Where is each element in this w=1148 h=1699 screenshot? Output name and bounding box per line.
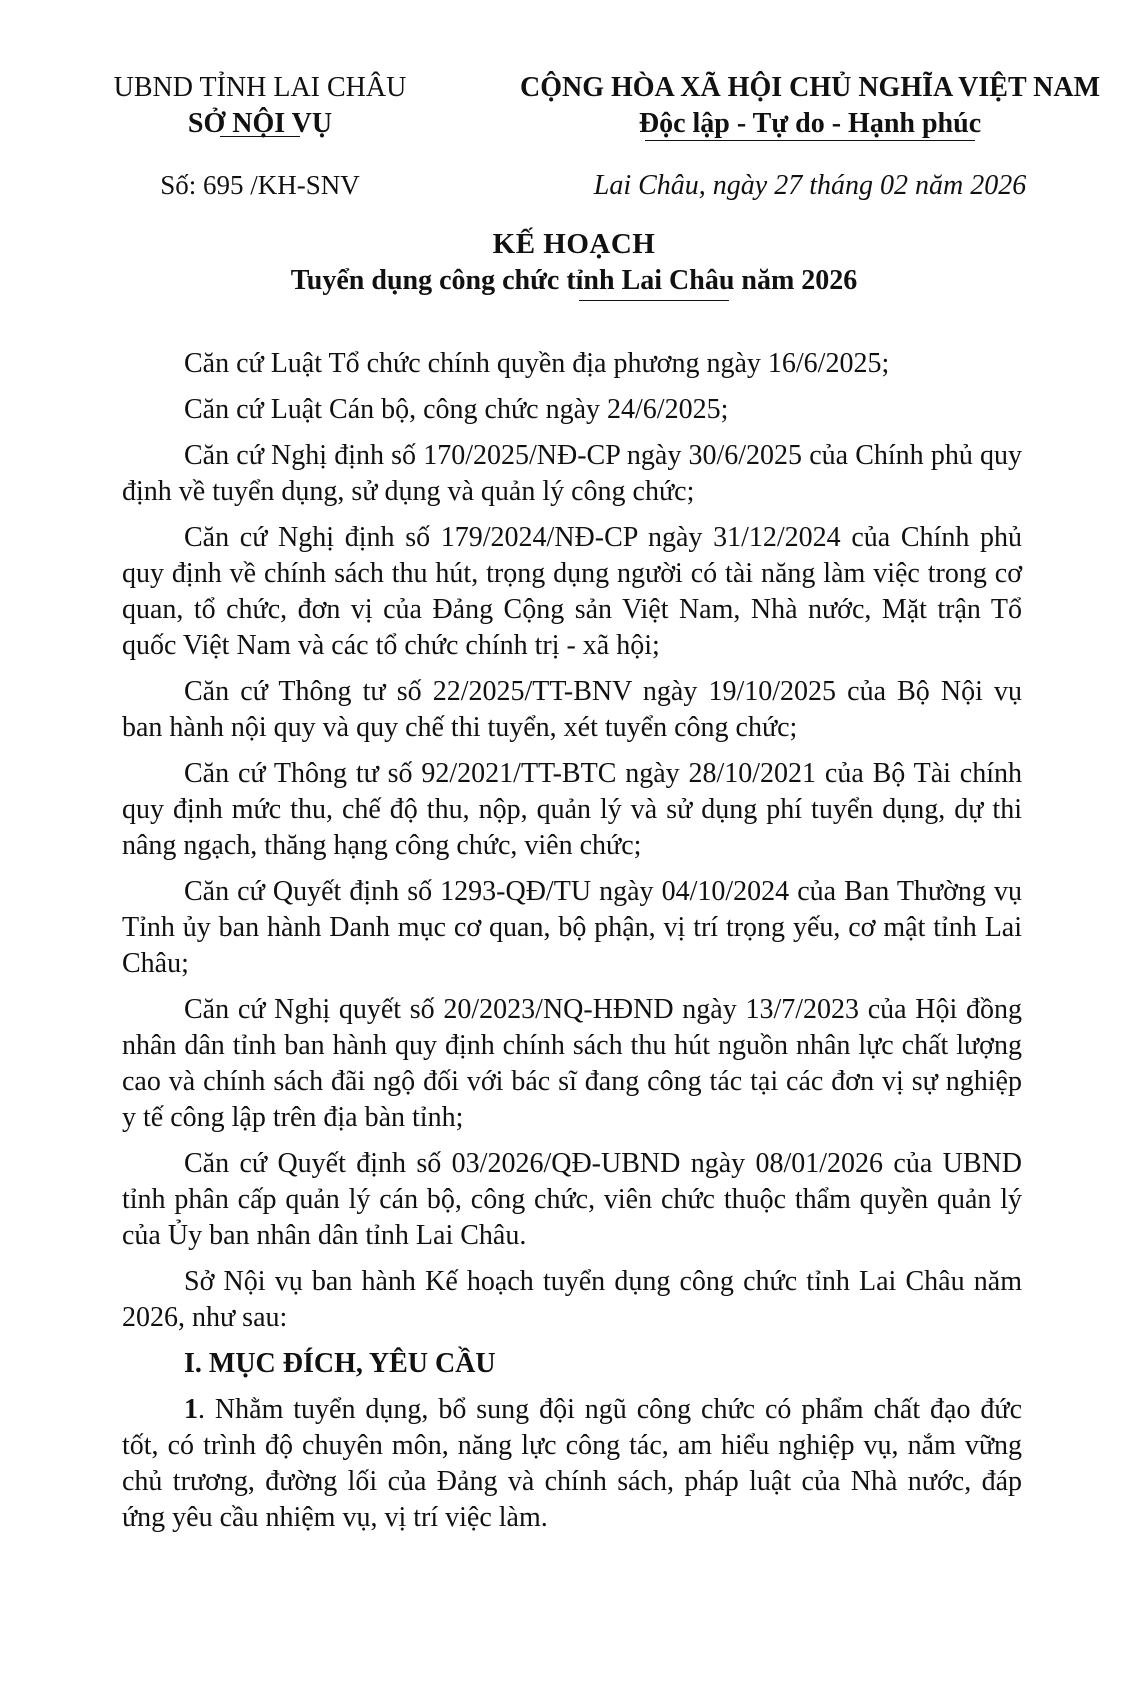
title-underline [579, 300, 729, 301]
document-title-block [0, 226, 1148, 301]
document-type: KẾ HOẠCH [492, 228, 656, 260]
item-text: . Nhằm tuyển dụng, bổ sung đội ngũ công chức có phẩm chất đạo đức tốt, có trình độ chuyên môn, năng lực công tác, am hiểu nghiệp vụ, nắm vững chủ trương, đường lối của Đảng và chính sách, pháp luật của Nhà nước, đáp ứng yêu cầu nhiệm vụ, vị trí việc làm. [122, 1394, 1022, 1533]
parent-organization: UBND TỈNH LAI CHÂU [113, 72, 407, 103]
document-number: Số: 695 /KH-SNV [160, 170, 360, 200]
legal-basis: Căn cứ Nghị định số 179/2024/NĐ-CP ngày 31/12/2024 của Chính phủ quy định về chính sách thu hút, trọng dụng người có tài năng làm việc trong cơ quan, tổ chức, đơn vị của Đảng Cộng sản Việt Nam, Nhà nước, Mặt trận Tổ quốc Việt Nam và các tổ chức chính trị - xã hội; [122, 522, 1022, 661]
national-heading [500, 70, 1120, 143]
legal-basis: Căn cứ Quyết định số 1293-QĐ/TU ngày 04/10/2024 của Ban Thường vụ Tỉnh ủy ban hành Danh mục cơ quan, bộ phận, vị trí trọng yếu, cơ mật tỉnh Lai Châu; [122, 876, 1022, 979]
legal-basis: Căn cứ Thông tư số 92/2021/TT-BTC ngày 28/10/2021 của Bộ Tài chính quy định mức thu, chế độ thu, nộp, quản lý và sử dụng phí tuyển dụng, dự thi nâng ngạch, thăng hạng công chức, viên chức; [122, 758, 1022, 861]
item-number: 1 [184, 1394, 198, 1425]
legal-basis: Căn cứ Nghị định số 170/2025/NĐ-CP ngày 30/6/2025 của Chính phủ quy định về tuyển dụng, sử dụng và quản lý công chức; [122, 440, 1022, 507]
document-body [122, 346, 1022, 1546]
issuing-authority [110, 70, 410, 143]
legal-basis: Căn cứ Thông tư số 22/2025/TT-BNV ngày 19/10/2025 của Bộ Nội vụ ban hành nội quy và quy chế thi tuyển, xét tuyển công chức; [122, 676, 1022, 743]
section-item [122, 1392, 1022, 1536]
section-heading: I. MỤC ĐÍCH, YÊU CẦU [184, 1348, 496, 1379]
intro-paragraph: Sở Nội vụ ban hành Kế hoạch tuyển dụng công chức tỉnh Lai Châu năm 2026, như sau: [122, 1266, 1022, 1333]
department-underline [220, 136, 300, 137]
legal-basis: Căn cứ Luật Cán bộ, công chức ngày 24/6/2025; [184, 394, 729, 425]
legal-basis: Căn cứ Quyết định số 03/2026/QĐ-UBND ngày 08/01/2026 của UBND tỉnh phân cấp quản lý cán bộ, công chức, viên chức thuộc thẩm quyền quản lý của Ủy ban nhân dân tỉnh Lai Châu. [122, 1148, 1022, 1251]
document-header [0, 70, 1148, 220]
legal-basis: Căn cứ Nghị quyết số 20/2023/NQ-HĐND ngày 13/7/2023 của Hội đồng nhân dân tỉnh ban hành quy định chính sách thu hút nguồn nhân lực chất lượng cao và chính sách đãi ngộ đối với bác sĩ đang công tác tại các đơn vị sự nghiệp y tế công lập trên địa bàn tỉnh; [122, 994, 1022, 1133]
document-subject: Tuyển dụng công chức tỉnh Lai Châu năm 2026 [290, 265, 858, 296]
issuing-department: SỞ NỘI VỤ [187, 108, 333, 139]
national-motto: Độc lập - Tự do - Hạnh phúc [638, 108, 982, 139]
place-and-date: Lai Châu, ngày 27 tháng 02 năm 2026 [593, 170, 1027, 201]
legal-basis: Căn cứ Luật Tổ chức chính quyền địa phương ngày 16/6/2025; [184, 348, 890, 379]
motto-underline [645, 140, 975, 141]
country-name: CỘNG HÒA XÃ HỘI CHỦ NGHĨA VIỆT NAM [519, 72, 1101, 103]
